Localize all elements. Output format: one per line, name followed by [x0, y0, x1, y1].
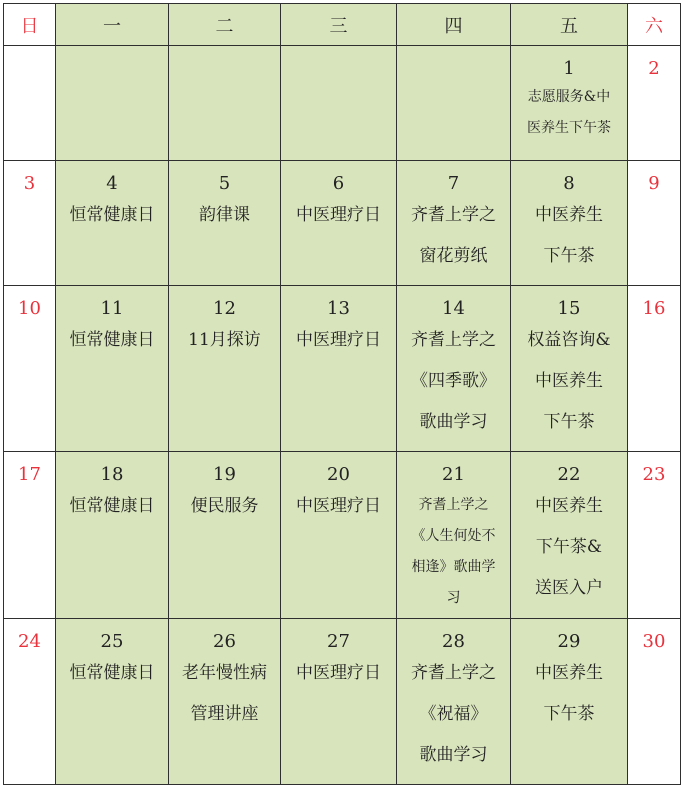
event-line: 窗花剪纸	[419, 246, 488, 266]
day-number: 29	[557, 631, 581, 652]
calendar-table	[3, 3, 681, 785]
calendar-header-row	[4, 4, 681, 46]
event-line: 恒常健康日	[69, 663, 155, 683]
sunday-date: 10	[18, 298, 41, 319]
saturday-date: 30	[642, 631, 666, 652]
event-line: 歌曲学习	[419, 745, 488, 765]
event-text	[169, 486, 280, 527]
event-line: 中医养生	[535, 371, 603, 391]
day-number: 14	[442, 298, 465, 319]
day-number: 27	[327, 631, 350, 652]
day-number: 28	[442, 631, 465, 652]
event-line: 便民服务	[190, 496, 259, 516]
event-line: 中医养生	[535, 205, 603, 225]
saturday-date: 9	[648, 173, 660, 194]
event-line: 医养生下午茶	[527, 120, 611, 136]
day-cell-monday	[56, 619, 169, 785]
event-line: 送医入户	[535, 578, 603, 598]
day-cell-friday	[511, 619, 628, 785]
event-line: 恒常健康日	[69, 330, 155, 350]
saturday-cell	[628, 46, 681, 161]
event-line: 11月探访	[188, 330, 261, 350]
event-line: 齐耆上学之	[411, 663, 496, 683]
event-line: 韵律课	[199, 205, 250, 225]
event-line: 下午茶&	[535, 537, 603, 557]
saturday-date: 23	[642, 464, 666, 485]
calendar-week-row	[4, 619, 681, 785]
sunday-date: 3	[23, 173, 36, 194]
event-text	[511, 653, 627, 735]
event-line: 齐耆上学之	[411, 330, 496, 350]
sunday-cell	[4, 452, 56, 619]
day-cell-wednesday	[281, 46, 397, 161]
sunday-cell	[4, 286, 56, 452]
event-text	[511, 486, 627, 609]
sunday-date: 17	[18, 464, 41, 485]
day-number: 20	[327, 464, 350, 485]
day-cell-friday	[511, 286, 628, 452]
day-number: 5	[218, 173, 231, 194]
sunday-cell	[4, 161, 56, 286]
event-line: 中医理疗日	[296, 205, 381, 225]
day-cell-wednesday	[281, 452, 397, 619]
day-cell-wednesday	[281, 286, 397, 452]
event-text	[56, 653, 168, 694]
day-cell-thursday	[397, 286, 511, 452]
event-line: 中医理疗日	[296, 663, 381, 683]
day-cell-tuesday	[169, 46, 281, 161]
day-number: 25	[100, 631, 124, 652]
event-line: 恒常健康日	[69, 205, 155, 225]
header-friday: 五	[511, 4, 628, 46]
event-text	[169, 195, 280, 236]
saturday-date: 16	[642, 298, 666, 319]
event-line: 《人生何处不	[411, 528, 496, 544]
calendar-week-row	[4, 452, 681, 619]
sunday-date: 24	[18, 631, 41, 652]
day-cell-monday	[56, 46, 169, 161]
event-text	[281, 320, 396, 361]
saturday-date: 2	[648, 58, 660, 79]
event-line: 《四季歌》	[411, 371, 496, 391]
event-line: 恒常健康日	[69, 496, 155, 516]
event-text	[169, 320, 280, 361]
event-line: 歌曲学习	[419, 412, 488, 432]
sunday-cell	[4, 46, 56, 161]
event-text	[56, 486, 168, 527]
saturday-cell	[628, 286, 681, 452]
day-number: 7	[447, 173, 460, 194]
day-cell-tuesday	[169, 619, 281, 785]
event-text	[511, 195, 627, 277]
header-saturday: 六	[628, 4, 681, 46]
day-cell-monday	[56, 452, 169, 619]
event-line: 中医养生	[535, 663, 603, 683]
event-line: 中医理疗日	[296, 330, 381, 350]
day-cell-friday	[511, 46, 628, 161]
saturday-cell	[628, 452, 681, 619]
event-line: 中医理疗日	[296, 496, 381, 516]
day-cell-thursday	[397, 452, 511, 619]
day-number: 6	[332, 173, 345, 194]
header-sunday: 日	[4, 4, 56, 46]
event-line: 下午茶	[543, 246, 595, 266]
event-line: 下午茶	[543, 412, 595, 432]
day-cell-tuesday	[169, 452, 281, 619]
calendar-week-row	[4, 286, 681, 452]
saturday-cell	[628, 161, 681, 286]
event-text	[397, 195, 510, 277]
day-number: 18	[100, 464, 124, 485]
day-number: 12	[213, 298, 236, 319]
day-number: 26	[213, 631, 236, 652]
day-number: 11	[100, 298, 124, 319]
day-number: 22	[557, 464, 581, 485]
day-cell-friday	[511, 452, 628, 619]
header-wednesday: 三	[281, 4, 397, 46]
event-line: 习	[446, 590, 461, 606]
day-cell-thursday	[397, 46, 511, 161]
day-cell-thursday	[397, 161, 511, 286]
event-line: 权益咨询&	[527, 330, 611, 350]
event-line: 老年慢性病	[182, 663, 267, 683]
event-text	[281, 195, 396, 236]
header-monday: 一	[56, 4, 169, 46]
event-text	[281, 653, 396, 694]
calendar-week-row	[4, 46, 681, 161]
event-line: 《祝福》	[419, 704, 488, 724]
day-cell-tuesday	[169, 161, 281, 286]
header-thursday: 四	[397, 4, 511, 46]
header-tuesday: 二	[169, 4, 281, 46]
event-text	[511, 320, 627, 443]
event-text	[169, 653, 280, 735]
day-cell-monday	[56, 286, 169, 452]
day-number: 8	[563, 173, 575, 194]
day-cell-monday	[56, 161, 169, 286]
event-text	[511, 82, 627, 144]
day-number: 21	[442, 464, 465, 485]
day-cell-thursday	[397, 619, 511, 785]
event-text	[397, 653, 510, 776]
event-line: 相逢》歌曲学	[411, 559, 496, 575]
event-line: 管理讲座	[190, 704, 259, 724]
day-number: 4	[106, 173, 118, 194]
sunday-cell	[4, 619, 56, 785]
day-cell-friday	[511, 161, 628, 286]
day-cell-wednesday	[281, 619, 397, 785]
event-text	[56, 320, 168, 361]
event-text	[397, 490, 510, 614]
event-line: 中医养生	[535, 496, 603, 516]
event-line: 齐耆上学之	[418, 497, 489, 513]
event-line: 志愿服务&中	[527, 89, 611, 105]
day-number: 19	[213, 464, 236, 485]
event-text	[56, 195, 168, 236]
event-line: 齐耆上学之	[411, 205, 496, 225]
day-number: 1	[563, 58, 575, 79]
event-line: 下午茶	[543, 704, 595, 724]
day-number: 15	[557, 298, 581, 319]
day-cell-tuesday	[169, 286, 281, 452]
day-cell-wednesday	[281, 161, 397, 286]
saturday-cell	[628, 619, 681, 785]
day-number: 13	[327, 298, 350, 319]
event-text	[397, 320, 510, 443]
event-text	[281, 486, 396, 527]
calendar-week-row	[4, 161, 681, 286]
